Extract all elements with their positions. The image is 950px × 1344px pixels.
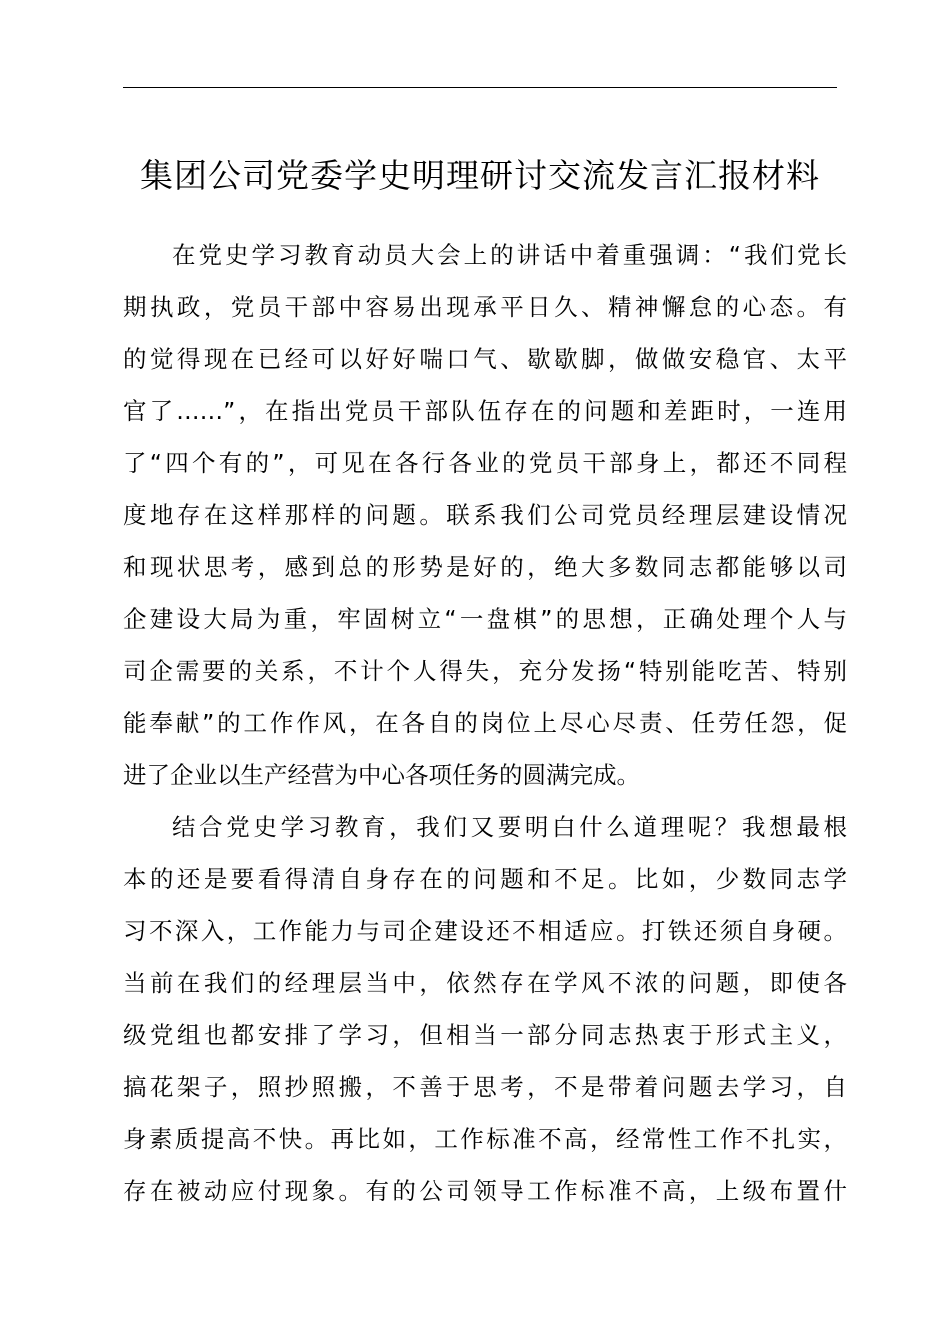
paragraph-line: 能奉献”的工作作风，在各自的岗位上尽心尽责、任劳任怨，促 bbox=[123, 709, 847, 737]
paragraph-line: 习不深入，工作能力与司企建设还不相适应。打铁还须自身硬。 bbox=[123, 917, 847, 945]
paragraph-line: 和现状思考，感到总的形势是好的，绝大多数同志都能够以司 bbox=[123, 553, 847, 581]
document-title: 集团公司党委学史明理研讨交流发言汇报材料 bbox=[140, 156, 820, 195]
paragraph-line: 存在被动应付现象。有的公司领导工作标准不高，上级布置什 bbox=[123, 1177, 847, 1205]
paragraph-line: 的觉得现在已经可以好好喘口气、歇歇脚，做做安稳官、太平 bbox=[123, 345, 847, 373]
paragraph-line: 当前在我们的经理层当中，依然存在学风不浓的问题，即使各 bbox=[123, 969, 847, 997]
paragraph-line: 企建设大局为重，牢固树立“一盘棋”的思想，正确处理个人与 bbox=[123, 605, 847, 633]
paragraph-line: 进了企业以生产经营为中心各项任务的圆满完成。 bbox=[123, 761, 640, 789]
paragraph-line: 身素质提高不快。再比如，工作标准不高，经常性工作不扎实， bbox=[123, 1125, 847, 1153]
paragraph-line: 了“四个有的”，可见在各行各业的党员干部身上，都还不同程 bbox=[123, 449, 847, 477]
header-rule bbox=[123, 87, 837, 88]
paragraph-line: 在党史学习教育动员大会上的讲话中着重强调：“我们党长 bbox=[172, 241, 847, 269]
paragraph-2 bbox=[123, 801, 847, 1217]
paragraph-line: 度地存在这样那样的问题。联系我们公司党员经理层建设情况 bbox=[123, 501, 847, 529]
paragraph-line: 期执政，党员干部中容易出现承平日久、精神懈怠的心态。有 bbox=[123, 293, 847, 321]
paragraph-line: 级党组也都安排了学习，但相当一部分同志热衷于形式主义， bbox=[123, 1021, 847, 1049]
paragraph-line: 本的还是要看得清自身存在的问题和不足。比如，少数同志学 bbox=[123, 865, 847, 893]
paragraph-line: 结合党史学习教育，我们又要明白什么道理呢？我想最根 bbox=[172, 813, 847, 841]
paragraph-line: 官了……”，在指出党员干部队伍存在的问题和差距时，一连用 bbox=[123, 397, 847, 425]
paragraph-line: 司企需要的关系，不计个人得失，充分发扬“特别能吃苦、特别 bbox=[123, 657, 847, 685]
paragraph-1 bbox=[123, 229, 847, 801]
paragraph-line: 搞花架子，照抄照搬，不善于思考，不是带着问题去学习，自 bbox=[123, 1073, 847, 1101]
